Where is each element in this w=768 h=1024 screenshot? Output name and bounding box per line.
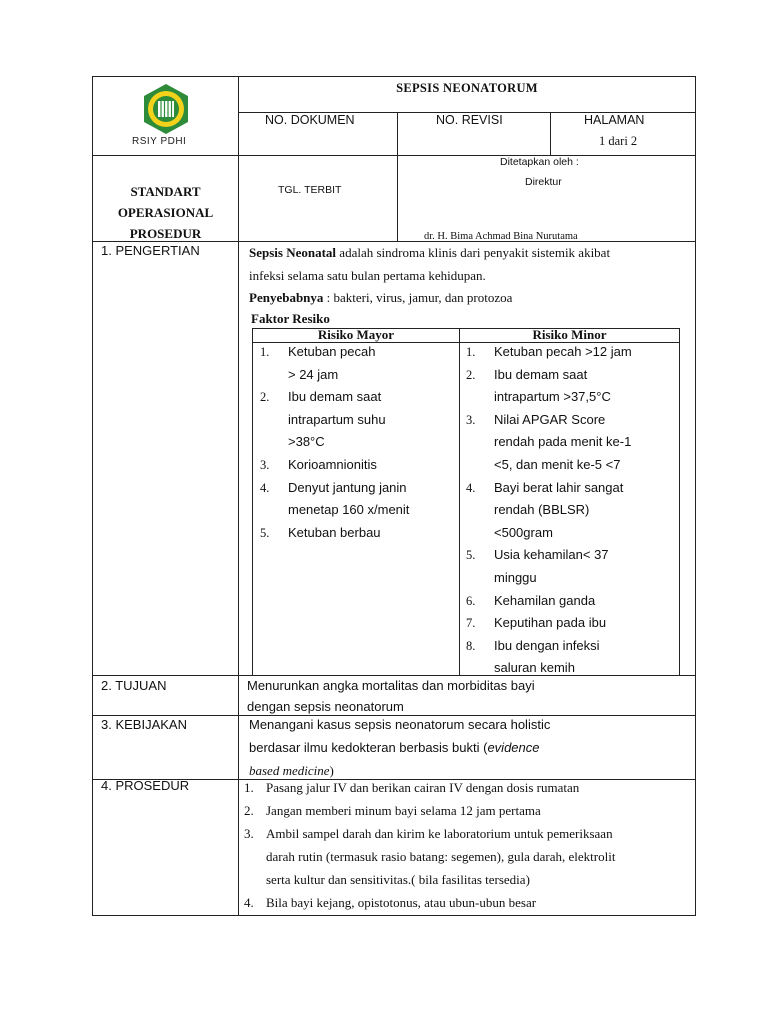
hospital-logo [132, 82, 196, 147]
risk-mayor-item-number: 2. [260, 390, 270, 405]
kebijakan-label: 3. KEBIJAKAN [101, 717, 187, 732]
risk-mayor-item [254, 341, 460, 386]
sop-label-2: OPERASIONAL [117, 205, 214, 220]
ditetapkan-label: Ditetapkan oleh : [500, 156, 579, 168]
prosedur-list [240, 776, 695, 914]
risk-minor-item-text: rendah pada menit ke-1 [494, 434, 632, 450]
risk-minor-item [460, 590, 680, 613]
risk-mayor-item [254, 477, 460, 522]
definition-term: Sepsis Neonatal [249, 245, 337, 260]
risk-minor-item-text: Bayi berat lahir sangat [494, 479, 624, 495]
no-revisi-label: NO. REVISI [436, 113, 503, 127]
risk-mayor-header: Risiko Mayor [317, 327, 395, 342]
prosedur-item-number: 4. [244, 895, 254, 910]
halaman-value: 1 dari 2 [599, 134, 638, 148]
risk-minor-item-text: <5, dan menit ke-5 <7 [494, 456, 621, 472]
risk-minor-item-text: Ibu demam saat [494, 366, 588, 382]
risk-minor-item-number: 5. [466, 548, 476, 563]
risk-mayor-item-text: menetap 160 x/menit [288, 502, 410, 518]
risk-minor-item-text: saluran kemih [494, 660, 575, 676]
direktur-label: Direktur [525, 176, 562, 188]
cause-term: Penyebabnya [249, 290, 324, 305]
risk-minor-item [460, 364, 680, 409]
risk-mayor-item-text: Denyut jantung janin [288, 479, 407, 495]
risk-minor-item [460, 409, 680, 477]
risk-minor-item [460, 612, 680, 635]
prosedur-item-text: serta kultur dan sensitivitas.( bila fasilitas tersedia) [266, 872, 530, 887]
tujuan-label: 2. TUJUAN [101, 678, 167, 693]
risk-minor-item [460, 341, 680, 364]
risk-mayor-item [254, 522, 460, 545]
pengertian-label: 1. PENGERTIAN [101, 243, 200, 258]
risk-minor-item-text: Ketuban pecah >12 jam [494, 344, 632, 359]
prosedur-item-text: Ambil sampel darah dan kirim ke laboratorium untuk pemeriksaan [266, 826, 613, 841]
risk-minor-item-text: Nilai APGAR Score [494, 411, 606, 427]
tujuan-line-2: dengan sepsis neonatorum [247, 699, 404, 714]
risk-minor-item-number: 7. [466, 616, 476, 631]
risk-mayor-item-text: > 24 jam [288, 366, 339, 382]
kebijakan-line-2 [249, 740, 540, 756]
prosedur-item-number: 1. [244, 780, 254, 795]
risk-mayor-item-number: 5. [260, 525, 270, 540]
risk-mayor-list [254, 341, 460, 544]
risk-minor-item-number: 4. [466, 480, 476, 495]
risk-minor-item-number: 6. [466, 593, 476, 608]
sop-document [92, 76, 696, 916]
risk-factor-title: Faktor Resiko [251, 311, 330, 326]
risk-mayor-item-number: 1. [260, 345, 270, 359]
direktur-name: dr. H. Bima Achmad Bina Nurutama [424, 231, 578, 242]
risk-minor-item-text: Usia kehamilan< 37 [494, 547, 609, 563]
risk-mayor-item-text: Ketuban berbau [288, 524, 381, 540]
risk-minor-item-text: rendah (BBLSR) [494, 502, 590, 518]
risk-minor-item-text: Keputihan pada ibu [494, 615, 607, 631]
cause-text: : bakteri, virus, jamur, dan protozoa [323, 290, 513, 305]
risk-mayor-item-text: Ketuban pecah [288, 344, 376, 359]
pengertian-definition-2: infeksi selama satu bulan pertama kehidupan. [249, 268, 486, 283]
risk-mayor-item [254, 454, 460, 477]
prosedur-item [240, 822, 695, 891]
risk-minor-item-number: 2. [466, 367, 476, 382]
tujuan-line-1: Menurunkan angka mortalitas dan morbiditas bayi [247, 678, 535, 693]
prosedur-label-cell [92, 779, 239, 916]
risk-mayor-item-text: >38°C [288, 434, 325, 450]
prosedur-item [240, 891, 695, 914]
prosedur-item-number: 3. [244, 826, 254, 841]
risk-minor-item [460, 544, 680, 589]
prosedur-item-text: Pasang jalur IV dan berikan cairan IV dengan dosis rumatan [266, 780, 580, 795]
prosedur-label: 4. PROSEDUR [101, 778, 190, 793]
sop-label-3: PROSEDUR [129, 226, 202, 241]
sop-label-1: STANDART [130, 184, 201, 199]
risk-mayor-item-text: Korioamnionitis [288, 456, 377, 472]
risk-minor-item-number: 1. [466, 345, 476, 359]
kebijakan-line-2-italic: evidence [487, 740, 540, 755]
hexagon-crest-icon [136, 82, 196, 136]
risk-minor-item-text: Ibu dengan infeksi [494, 637, 600, 653]
risk-minor-list [460, 341, 680, 680]
kebijakan-line-3-end: ) [329, 763, 334, 778]
risk-mayor-item-text: intrapartum suhu [288, 411, 386, 427]
kebijakan-line-3-italic: based medicine [249, 763, 330, 778]
risk-mayor-item-text: Ibu demam saat [288, 389, 382, 405]
prosedur-item-number: 2. [244, 803, 254, 818]
logo-text: RSIY PDHI [132, 136, 187, 147]
risk-minor-item-number: 3. [466, 412, 476, 427]
risk-minor-item-text: Kehamilan ganda [494, 592, 596, 608]
tgl-terbit-label: TGL. TERBIT [278, 184, 342, 196]
risk-mayor-item-number: 3. [260, 457, 270, 472]
pengertian-definition-1 [249, 245, 610, 261]
risk-mayor-item-number: 4. [260, 480, 270, 495]
prosedur-item-text: darah rutin (termasuk rasio batang: segemen), gula darah, elektrolit [266, 849, 616, 864]
risk-minor-item-text: intrapartum >37,5°C [494, 389, 611, 405]
kebijakan-line-2-text: berdasar ilmu kedokteran berbasis bukti ( [249, 740, 488, 755]
risk-minor-item-text: <500gram [494, 524, 553, 540]
risk-minor-item [460, 635, 680, 680]
risk-mayor-item [254, 386, 460, 454]
kebijakan-line-1: Menangani kasus sepsis neonatorum secara holistic [249, 717, 551, 732]
pengertian-cause [249, 290, 512, 306]
prosedur-item-text: Jangan memberi minum bayi selama 12 jam pertama [266, 803, 541, 818]
no-dokumen-label: NO. DOKUMEN [265, 113, 355, 127]
definition-text: adalah sindroma klinis dari penyakit sistemik akibat [336, 245, 611, 260]
risk-minor-item [460, 477, 680, 545]
prosedur-item-text: Bila bayi kejang, opistotonus, atau ubun-ubun besar [266, 895, 537, 910]
halaman-label: HALAMAN [584, 113, 645, 127]
document-title: SEPSIS NEONATORUM [396, 81, 538, 95]
tgl-terbit-cell [238, 155, 398, 242]
risk-minor-item-text: minggu [494, 569, 537, 585]
risk-minor-header: Risiko Minor [532, 327, 607, 342]
prosedur-item [240, 776, 695, 799]
risk-minor-item-number: 8. [466, 638, 476, 653]
prosedur-item [240, 799, 695, 822]
pengertian-label-cell [92, 241, 239, 676]
